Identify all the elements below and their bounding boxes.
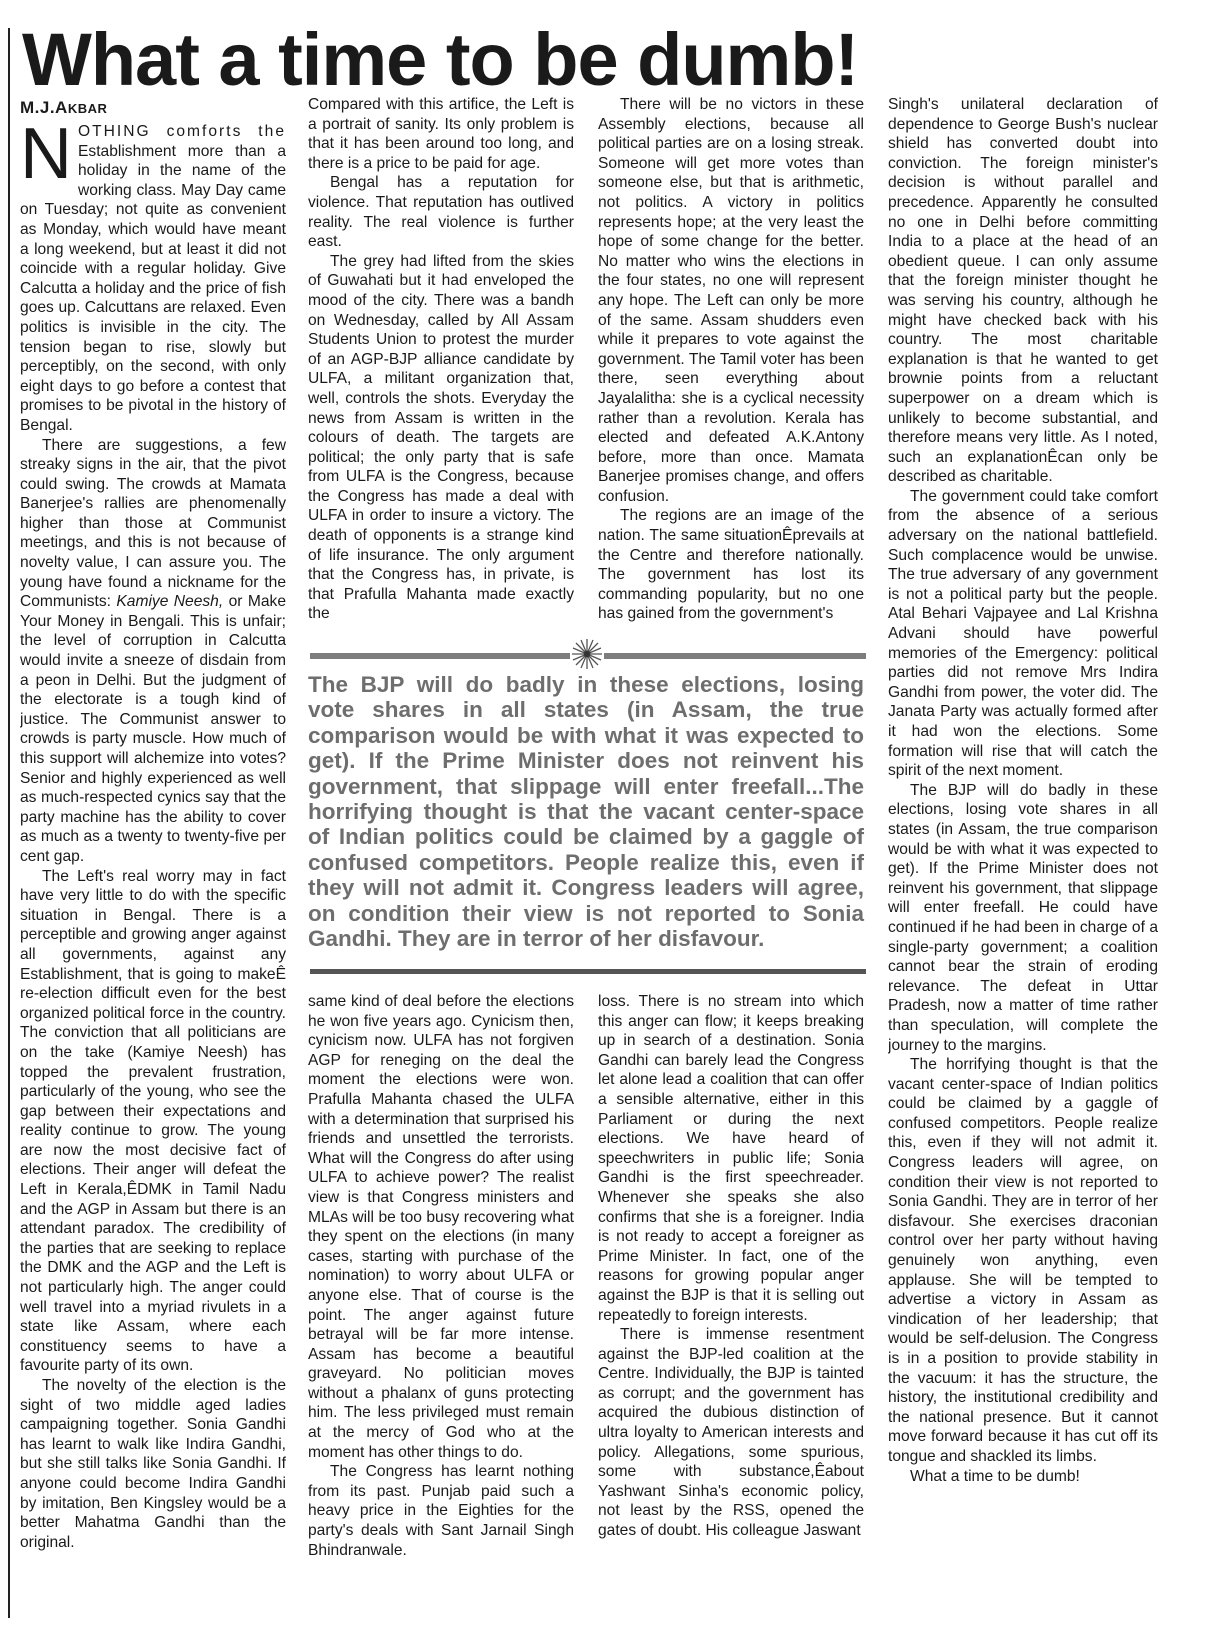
paragraph: loss. There is no stream into which this anger can flow; it keeps breaking up in search of a destination. Sonia Gandhi can barely lead the Congress let alone lead a coalition that can offer a sensible alternative, either in this Parliament or during the next elections. We have heard of speechwriters in public life; Sonia Gandhi is the first speechreader. Whenever she speaks she also confirms that she is a foreigner. India is not ready to accept a foreigner as Prime Minister. In fact, one of the reasons for growing popular anger against the BJP is that it is selling out repeatedly to foreign interests. [598,993,864,1324]
paragraph: Compared with this artifice, the Left is a portrait of sanity. Its only problem is that it has been around too long, and there is a price to be paid for age. [308,96,574,172]
paragraph-text: There are suggestions, a few streaky signs in the air, that the pivot could swing. The crowds at Mamata Banerjee's rallies are phenomenally higher than those at Communist meetings, and this is not because of novelty value, I can assure you. The young have found a nickname for the Communists: [20,436,286,611]
paragraph: The horrifying thought is that the vacant center-space of Indian politics could be claimed by a gaggle of confused competitors. People realize this, even if they will not admit it. Congress leaders will agree, on condition their view is not reported to Sonia Gandhi. They are in terror of her disfavour. She exercises draconian control over her party without having genuinely won anything, even applause. She will be tempted to advertise a victory in Assam as vindication of her leadership; that would be self-delusion. The Congress is in a position to provide stability in the vacuum: it has the structure, the history, the institutional credibility and the national presence. But it cannot move forward because it has cut off its tongue and shackled its limbs. [888,1056,1158,1465]
column-3-top [598,95,864,645]
italic-phrase: Kamiye Neesh, [116,593,224,611]
closing-line: What a time to be dumb! [910,1467,1080,1485]
lead-paragraph [20,122,286,436]
column-1 [20,122,286,1622]
column-2-bottom [308,992,574,1622]
paragraph: There will be no victors in these Assembly elections, because all political parties are on a losing streak. Someone will get more votes than someone else, but that is arithmetic, not politics. A victory in politics represents hope; at the very least the hope of some change for the better. No matter who wins the elections in the four states, no one will represent any hope. The Left can only be more of the same. Assam shudders even while it prepares to vote against the government. The Tamil voter has been there, seen everything about Jayalalitha: she is a cyclical necessity rather than a revolution. Kerala has elected and defeated A.K.Antony before, more than once. Mamata Banerjee promises change, and offers confusion. [598,96,864,505]
page-edge-rule [8,28,10,1618]
paragraph: Singh's unilateral declaration of dependence to George Bush's nuclear shield has converted doubt into conviction. The foreign minister's decision is without parallel and precedence. Apparently he consulted no one in Delhi before committing India to a place at the head of an obedient queue. I can only assume that the foreign minister thought he was serving his country, although he might have checked back with his country. The most charitable explanation is that he wanted to get brownie points from a reluctant superpower on a dream which is unlikely to become substantial, and therefore means very little. As I noted, such an explanationÊcan only be described as charitable. [888,96,1158,486]
pull-quote: The BJP will do badly in these elections, losing vote shares in all states (in Assam, the true comparison would be with what it was expected to get). If the Prime Minister does not reinvent his government, that slippage will enter freefall...The horrifying thought is that the vacant center-space of Indian politics could be claimed by a gaggle of confused competitors. People realize this, even if they will not admit it. Congress leaders will agree, on condition their view is not reported to Sonia Gandhi. They are in terror of her disfavour. [308,672,864,952]
starburst-icon [570,637,604,671]
column-4 [888,95,1158,1620]
column-3-bottom [598,992,864,1622]
paragraph: The Congress has learnt nothing from its past. Punjab paid such a heavy price in the Eighties for the party's deals with Sant Jarnail Singh Bhindranwale. [308,1463,574,1559]
paragraph: Bengal has a reputation for violence. That reputation has outlived reality. The real violence is further east. [308,174,574,251]
byline-surname: KBAR [67,101,108,116]
paragraph: same kind of deal before the elections he won five years ago. Cynicism then, cynicism now. ULFA has not forgiven AGP for reneging on the deal the moment the elections were won. Prafulla Mahanta chased the ULFA with a determination that surprised his friends and unsettled the terrorists. What will the Congress do after using ULFA to achieve power? The realist view is that Congress ministers and MLAs will be too busy recovering what they spent on the elections (in many cases, starting with purchase of the nomination) to worry about ULFA or anyone else. That of course is the point. The anger against future betrayal will be far more intense. Assam has become a beautiful graveyard. No politician moves without a phalanx of guns protecting him. The less privileged must remain at the mercy of God who at the moment has other things to do. [308,993,574,1461]
byline [20,98,107,118]
headline: What a time to be dumb! [22,18,859,101]
pullquote-bottom-rule [310,969,866,974]
paragraph: The regions are an image of the nation. The same situationÊprevails at the Centre and therefore nationally. The government has lost its commanding popularity, but no one has gained from the government's [598,507,864,623]
lead-caps: OTHING comforts the [78,123,286,140]
paragraph: The grey had lifted from the skies of Guwahati but it had enveloped the mood of the city. There was a bandh on Wednesday, called by All Assam Students Union to protest the murder of an AGP-BJP alliance candidate by ULFA, a militant organization that, well, controls the shots. Everyday the news from Assam is written in the colours of death. The targets are political; the only party that is safe from ULFA is the Congress, because the Congress has made a deal with ULFA in order to insure a victory. The death of opponents is a strange kind of life insurance. The only argument that the Congress has, in private, is that Prafulla Mahanta made exactly the [308,252,574,623]
paragraph-text: or Make Your Money in Bengali. This is unfair; the level of corruption in Calcutta would invite a sneeze of disdain from a peon in Delhi. But the judgment of the electorate is a tough kind of justice. The Communist answer to crowds is party muscle. How much of this support will alchemize into votes? Senior and highly experienced as well as much-respected cynics say that the party machine has the ability to cover as much as a twenty to twenty-five per cent gap. [20,593,286,865]
paragraph: The government could take comfort from the absence of a serious adversary on the national battlefield. Such complacence would be unwise. The true adversary of any government is not a political party but the people. Atal Behari Vajpayee and Lal Krishna Advani should have powerful memories of the Emergency: political parties did not remove Mrs Indira Gandhi from power, the voter did. The Janata Party was actually formed after it had won the elections. Some formation will rise that will catch the spirit of the next moment. [888,487,1158,780]
column-2-top [308,95,574,645]
drop-cap: N [20,122,72,194]
paragraph [20,436,286,867]
lead-text: Establishment more than a holiday in the name of the working class. May Day came on Tuesday; not quite as convenient as Monday, which would have meant a long weekend, but at least it did not coincide with a regular holiday. Give Calcutta a holiday and the price of fish goes up. Calcuttans are relaxed. Even politics is invisible in the city. The tension began to rise, slowly but perceptibly, on the second, with only eight days to go before a contest that promises to be pivotal in the history of Bengal. [20,142,286,434]
paragraph: There is immense resentment against the BJP-led coalition at the Centre. Individually, the BJP is tainted as corrupt; and the government has acquired the dubious distinction of ultra loyalty to American interests and policy. Allegations, some spurious, some with substance,Êabout Yashwant Sinha's economic policy, not least by the RSS, opened the gates of doubt. His colleague Jaswant [598,1326,864,1540]
paragraph: The Left's real worry may in fact have very little to do with the specific situation in Bengal. There is a perceptible and growing anger against all governments, against any Establishment, that is going to makeÊ re-election difficult even for the best organized political force in the country. The conviction that all politicians are on the take (Kamiye Neesh) has topped the prevalent frustration, particularly of the young, who see the gap between their expectations and reality continue to grow. The young are now the most decisive fact of elections. Their anger will defeat the Left in Kerala,ÊDMK in Tamil Nadu and the AGP in Assam but there is an attendant paradox. The credibility of the parties that are seeking to replace the DMK and the AGP and the Left is not particularly high. The anger could well travel into a myriad rivulets in a state like Assam, where each constituency seems to have a favourite party of its own. [20,867,286,1375]
byline-initials: M.J.A [20,98,68,117]
paragraph: The novelty of the election is the sight of two middle aged ladies campaigning together. Sonia Gandhi has learnt to walk like Indira Gandhi, but she still talks like Sonia Gandhi. If anyone could become Indira Gandhi by imitation, Ben Kingsley would be a better Mahatma Gandhi than the original. [20,1377,286,1551]
paragraph: The BJP will do badly in these elections, losing vote shares in all states (in Assam, the true comparison would be with what it was expected to get). If the Prime Minister does not reinvent his government, that slippage will enter freefall. He could have continued if he had been in charge of a single-party government; a coalition cannot bear the strain of eroding relevance. The defeat in Uttar Pradesh, now a matter of time rather than speculation, will complete the journey to the margins. [888,781,1158,1054]
